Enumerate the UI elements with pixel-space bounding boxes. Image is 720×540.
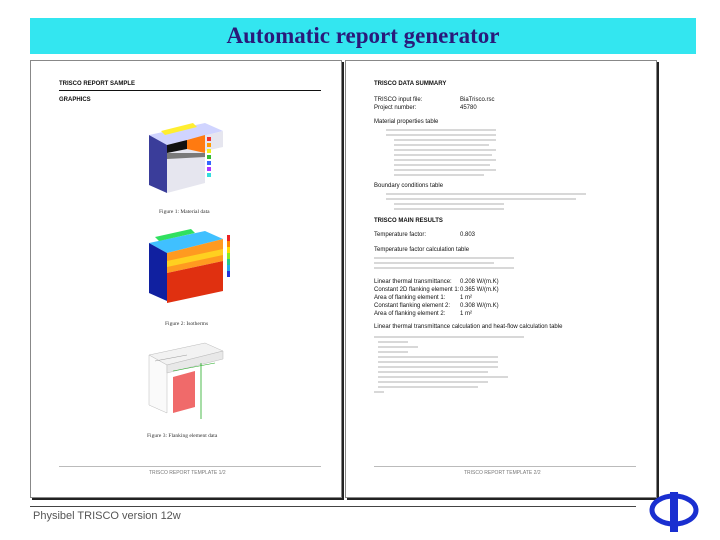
result-value-2: 0.365 W/(m.K) [460,287,499,293]
footer-rule [374,466,636,467]
temperature-calc-heading: Temperature factor calculation table [374,247,470,253]
header-rule [59,90,321,91]
result-label-3: Area of flanking element 1: [374,295,446,301]
temperature-factor-label: Temperature factor: [374,232,427,238]
physibel-logo-icon [644,490,704,534]
section-title-graphics: GRAPHICS [59,97,91,103]
result-label-1: Linear thermal transmittance: [374,279,452,285]
result-label-5: Area of flanking element 2: [374,311,446,317]
figure-isotherms [143,221,235,311]
report-page-graphics [30,60,342,498]
bottom-rule [30,506,636,507]
figure-caption-2: Figure 2: Isotherms [165,321,209,327]
page-footer: TRISCO REPORT TEMPLATE 2/2 [464,470,541,476]
page-title: Automatic report generator [226,23,500,48]
result-label-4: Constant flanking element 2: [374,303,451,309]
results-header: TRISCO MAIN RESULTS [374,218,443,224]
report-header: TRISCO REPORT SAMPLE [59,81,136,87]
temperature-factor-value: 0.803 [460,232,476,238]
figure-flanking-elements [143,333,233,423]
figure-caption-3: Figure 3: Flanking element data [147,433,218,439]
boundary-heading: Boundary conditions table [374,183,444,189]
result-value-1: 0.208 W/(m.K) [460,279,499,285]
result-value-5: 1 m² [460,311,472,317]
materials-heading: Material properties table [374,119,439,125]
report-page-summary [345,60,657,498]
figure-material-data [143,113,233,203]
result-value-4: 0.308 W/(m.K) [460,303,499,309]
project-value: 45780 [460,105,477,111]
input-file-value: BiaTrisco.rsc [460,97,495,103]
report-header: TRISCO DATA SUMMARY [374,81,447,87]
title-bar [30,18,696,54]
input-file-label: TRISCO input file: [374,97,423,103]
footer-rule [59,466,321,467]
psi-heading: Linear thermal transmittance calculation and heat-flow calculation table [374,324,563,330]
project-label: Project number: [374,105,417,111]
result-value-3: 1 m² [460,295,472,301]
result-label-2: Constant 2D flanking element 1: [374,287,460,293]
page-footer: TRISCO REPORT TEMPLATE 1/2 [149,470,226,476]
footer-version-text: Physibel TRISCO version 12w [33,510,181,522]
figure-caption-1: Figure 1: Material data [159,209,210,215]
